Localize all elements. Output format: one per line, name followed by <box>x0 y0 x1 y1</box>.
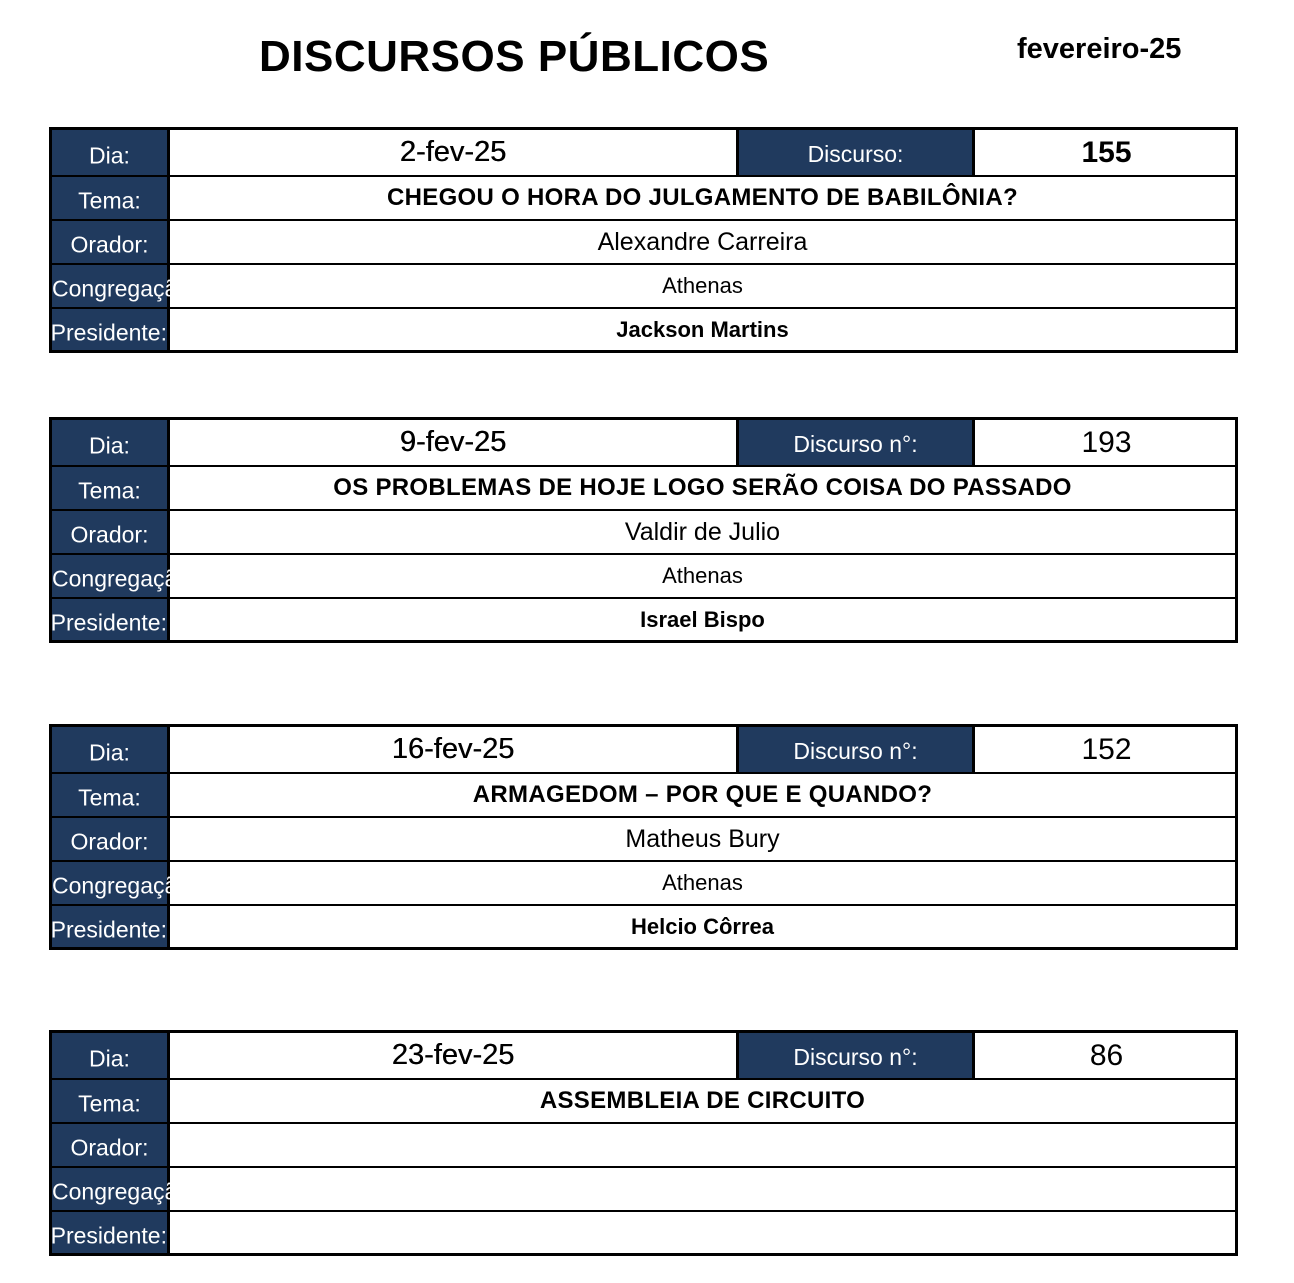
talk-president: Jackson Martins <box>616 316 789 342</box>
talk-row-presidente <box>52 597 1235 640</box>
talk-row-presidente <box>52 904 1235 947</box>
tema-label: Tema: <box>52 1080 170 1122</box>
talk-row-dia <box>52 727 1235 772</box>
talk-speaker <box>170 1124 1235 1166</box>
talk-congregation: Athenas <box>662 563 743 588</box>
talk-theme: ASSEMBLEIA DE CIRCUITO <box>539 1087 866 1114</box>
talk-row-congregacao <box>52 553 1235 597</box>
dia-label: Dia: <box>52 727 170 772</box>
orador-label: Orador: <box>52 221 170 263</box>
talk-row-congregacao <box>52 860 1235 904</box>
talk-row-orador <box>52 509 1235 553</box>
talk-president: Israel Bispo <box>640 606 765 632</box>
presidente-label: Presidente: <box>52 309 170 350</box>
talk-row-dia <box>52 1033 1235 1078</box>
discurso-number: 152 <box>1081 732 1132 766</box>
talk-date: 2-fev-25 <box>170 130 739 175</box>
talk-block-4 <box>49 1030 1238 1256</box>
discurso-number: 86 <box>1089 1038 1124 1072</box>
talk-row-presidente <box>52 307 1235 350</box>
discurso-label: Discurso: <box>739 130 975 175</box>
talk-theme: ARMAGEDOM – POR QUE E QUANDO? <box>472 781 933 808</box>
talk-congregation: Athenas <box>662 273 743 298</box>
talk-block-2 <box>49 417 1238 643</box>
talk-date: 23-fev-25 <box>170 1033 739 1078</box>
talk-row-tema <box>52 1078 1235 1122</box>
talk-row-congregacao <box>52 1166 1235 1210</box>
orador-label: Orador: <box>52 1124 170 1166</box>
congregacao-label: Congregação: <box>52 265 170 307</box>
discurso-label: Discurso n°: <box>739 727 975 772</box>
page-title: DISCURSOS PÚBLICOS <box>259 32 770 81</box>
talk-row-dia <box>52 130 1235 175</box>
presidente-label: Presidente: <box>52 1212 170 1253</box>
talk-president <box>170 1212 1235 1253</box>
talk-row-orador <box>52 1122 1235 1166</box>
discurso-label: Discurso n°: <box>739 1033 975 1078</box>
talk-row-orador <box>52 816 1235 860</box>
talk-speaker: Matheus Bury <box>625 824 780 853</box>
talk-row-tema <box>52 465 1235 509</box>
talk-president: Helcio Côrrea <box>630 913 775 939</box>
talk-row-tema <box>52 772 1235 816</box>
talk-speaker: Valdir de Julio <box>624 517 781 546</box>
presidente-label: Presidente: <box>52 906 170 947</box>
discurso-label: Discurso n°: <box>739 420 975 465</box>
talk-theme: CHEGOU O HORA DO JULGAMENTO DE BABILÔNIA? <box>387 184 1018 211</box>
talk-speaker: Alexandre Carreira <box>597 227 808 256</box>
dia-label: Dia: <box>52 420 170 465</box>
congregacao-label: Congregação: <box>52 555 170 597</box>
talk-congregation: Athenas <box>662 870 743 895</box>
talk-row-congregacao <box>52 263 1235 307</box>
talk-block-3 <box>49 724 1238 950</box>
congregacao-label: Congregação: <box>52 862 170 904</box>
talk-block-1 <box>49 127 1238 353</box>
talk-row-dia <box>52 420 1235 465</box>
presidente-label: Presidente: <box>52 599 170 640</box>
talk-row-tema <box>52 175 1235 219</box>
tema-label: Tema: <box>52 177 170 219</box>
dia-label: Dia: <box>52 1033 170 1078</box>
page-month: fevereiro-25 <box>1017 33 1182 65</box>
talk-date: 16-fev-25 <box>170 727 739 772</box>
talk-theme: OS PROBLEMAS DE HOJE LOGO SERÃO COISA DO PASSADO <box>333 474 1072 501</box>
dia-label: Dia: <box>52 130 170 175</box>
talk-date: 9-fev-25 <box>170 420 739 465</box>
talk-row-presidente <box>52 1210 1235 1253</box>
talk-congregation <box>170 1168 1235 1210</box>
tema-label: Tema: <box>52 467 170 509</box>
discurso-number: 193 <box>1081 425 1132 459</box>
orador-label: Orador: <box>52 511 170 553</box>
congregacao-label: Congregação: <box>52 1168 170 1210</box>
orador-label: Orador: <box>52 818 170 860</box>
tema-label: Tema: <box>52 774 170 816</box>
discurso-number: 155 <box>1081 135 1132 169</box>
talk-row-orador <box>52 219 1235 263</box>
